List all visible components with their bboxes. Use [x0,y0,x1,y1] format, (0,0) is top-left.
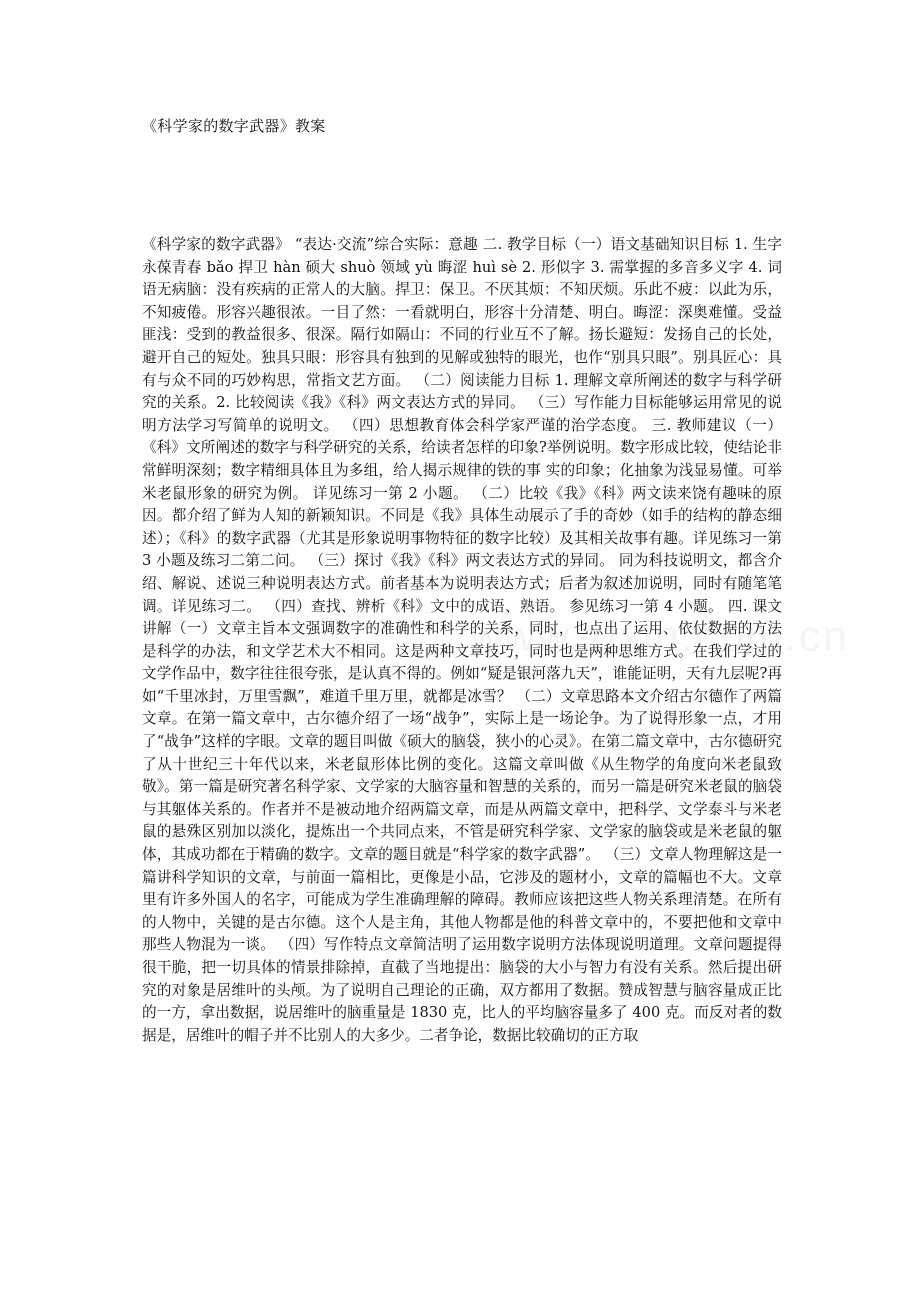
document-body: 《科学家的数字武器》 “表达·交流”综合实际：意趣 二. 教学目标（一）语文基础知识目标 1. 生字永葆青春 bǎo 捍卫 hàn 硕大 shuò 领域 yù 晦涩 huì sè 2. 形似字 3. 需掌握的多音多义字 4. 词语无病脑：没有疾病的正常人的大脑。捍卫：保卫。不厌其烦：不知厌烦。乐此不疲：以此为乐，不知疲倦。形容兴趣很浓。一目了然：一看就明白，形容十分清楚、明白。晦涩：深奥难懂。受益匪浅：受到的教益很多、很深。隔行如隔山：不同的行业互不了解。扬长避短：发扬自己的长处，避开自己的短处。独具只眼：形容具有独到的见解或独特的眼光，也作“别具只眼”。别具匠心：具有与众不同的巧妙构思，常指文艺方面。 （二）阅读能力目标 1. 理解文章所阐述的数字与科学研究的关系。2. 比较阅读《我》《科》两文表达方式的异同。 （三）写作能力目标能够运用常见的说明方法学习写简单的说明文。 （四）思想教育体会科学家严谨的治学态度。 三. 教师建议（一）《科》文所阐述的数字与科学研究的关系，给读者怎样的印象?举例说明。数字形成比较，使结论非常鲜明深刻；数字精细具体且为多组，给人揭示规律的铁的事 实的印象；化抽象为浅显易懂。可举米老鼠形象的研究为例。 详见练习一第 2 小题。 （二）比较《我》《科》两文读来饶有趣味的原因。都介绍了鲜为人知的新颖知识。不同是《我》具体生动展示了手的奇妙（如手的结构的静态细述）；《科》的数字武器（尤其是形象说明事物特征的数字比较）及其相关故事有趣。详见练习一第 3 小题及练习二第二问。 （三）探讨《我》《科》两文表达方式的异同。 同为科技说明文，都含介绍、解说、述说三种说明表达方式。前者基本为说明表达方式；后者为叙述加说明，同时有随笔笔调。详见练习二。 （四）查找、辨析《科》文中的成语、熟语。 参见练习一第 4 小题。 四. 课文讲解（一）文章主旨本文强调数字的准确性和科学的关系，同时，也点出了运用、依仗数据的方法是科学的办法，和文学艺术大不相同。这是两种文章技巧，同时也是两种思维方式。在我们学过的文学作品中，数字往往很夸张，是认真不得的。例如“疑是银河落九天”，谁能证明，天有九层呢?再如“千里冰封，万里雪飘”，难道千里万里，就都是冰雪？ （二）文章思路本文介绍古尔德作了两篇文章。在第一篇文章中，古尔德介绍了一场“战争”，实际上是一场论争。为了说得形象一点，才用了“战争”这样的字眼。文章的题目叫做《硕大的脑袋，狭小的心灵》。在第二篇文章中，古尔德研究了从十世纪三十年代以来，米老鼠形体比例的变化。这篇文章叫做《从生物学的角度向米老鼠致敬》。第一篇是研究著名科学家、文学家的大脑容量和智慧的关系的，而另一篇是研究米老鼠的脑袋与其躯体关系的。作者并不是被动地介绍两篇文章，而是从两篇文章中，把科学、文学泰斗与米老鼠的悬殊区别加以淡化，提炼出一个共同点来，不管是研究科学家、文学家的脑袋或是米老鼠的躯体，其成功都在于精确的数字。文章的题目就是“科学家的数字武器”。 （三）文章人物理解这是一篇讲科学知识的文章，与前面一篇相比，更像是小品，它涉及的题材小，文章的篇幅也不大。文章里有许多外国人的名字，可能成为学生准确理解的障碍。教师应该把这些人物关系理清楚。在所有的人物中，关键的是古尔德。这个人是主角，其他人物都是他的科普文章中的，不要把他和文章中那些人物混为一谈。 （四）写作特点文章简洁明了运用数字说明方法体现说明道理。文章问题提得很干脆，把一切具体的情景排除掉，直截了当地提出：脑袋的大小与智力有没有关系。然后提出研究的对象是居维叶的头颅。为了说明自己理论的正确，双方都用了数据。赞成智慧与脑容量成正比的一方，拿出数据，说居维叶的脑重量是 1830 克，比人的平均脑容量多了 400 克。而反对者的数据是，居维叶的帽子并不比别人的大多少。二者争论，数据比较确切的正方取 [142,236,782,1044]
document-title: 《科学家的数字武器》教案 [142,117,326,135]
